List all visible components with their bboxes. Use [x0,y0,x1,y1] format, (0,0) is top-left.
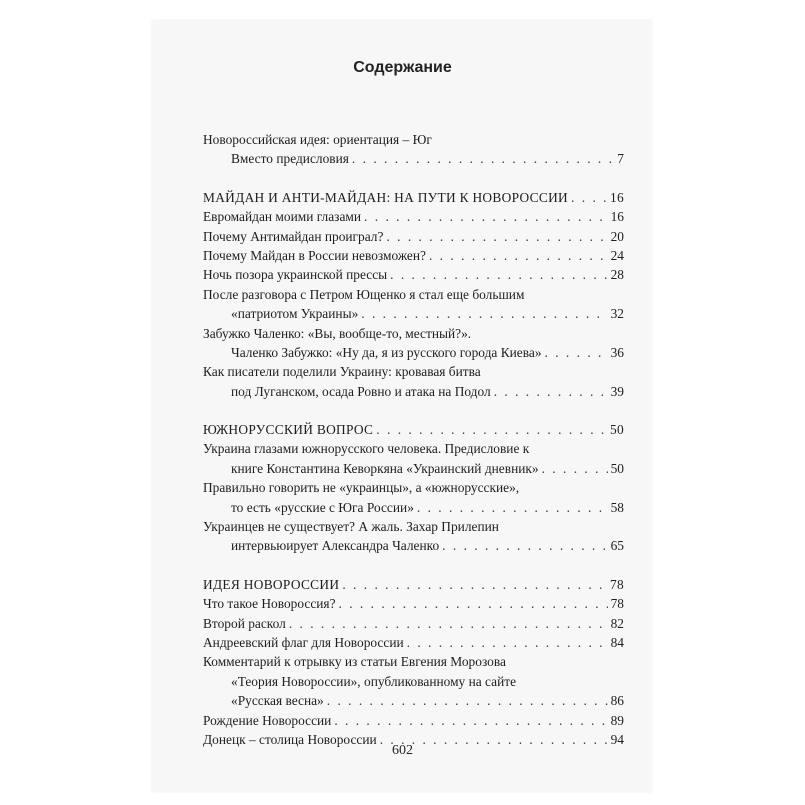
toc-line [203,536,624,555]
toc-entry-text: Правильно говорить не «украинцы», а «южнорусские», [203,480,520,496]
toc-section-heading [203,575,624,594]
toc-entry-text: «Русская весна» [231,693,324,709]
toc-entry-text: Забужко Чаленко: «Вы, вообще-то, местный?». [203,325,472,341]
toc-entry-text: Вместо предисловия [231,151,349,167]
section-heading-text: ИДЕЯ НОВОРОССИИ [203,576,340,592]
toc-entry-text: Украинцев не существует? А жаль. Захар Прилепин [203,519,499,535]
toc-line [203,304,624,323]
toc-section-heading [203,188,624,207]
toc-page-number: 94 [610,731,624,747]
toc-page-number: 78 [610,596,624,612]
toc-entry-text: «Теория Новороссии», опубликованному на сайте [231,673,517,689]
toc-entry-text: Евромайдан моими глазами [203,209,362,225]
toc-line [203,672,624,691]
dot-leader [376,420,607,439]
toc-line [203,265,624,284]
toc-page-number: 82 [610,615,624,631]
dot-leader [289,614,608,633]
toc-line [203,691,624,710]
toc-section-heading [203,420,624,439]
toc-page-number: 50 [610,422,624,438]
toc-line [203,594,624,613]
dot-leader [542,459,608,478]
toc-entry-text: Новороссийская идея: ориентация – Юг [203,132,432,147]
toc-line [203,324,624,343]
toc-line [203,614,624,633]
toc-entry-text: «патриотом Украины» [231,306,359,322]
toc-entry-text: Андреевский флаг для Новороссии [203,634,404,650]
section-heading-text: ЮЖНОРУССКИЙ ВОПРОС [203,422,374,438]
toc-entry-text: книге Константина Кеворкяна «Украинский дневник» [231,460,539,476]
toc-entry-text: Комментарий к отрывку из статьи Евгения Морозова [203,654,506,670]
dot-leader [417,498,608,517]
dot-leader [342,575,607,594]
toc-entry-text: Донецк – столица Новороссии [203,731,377,747]
toc-entry-text: Ночь позора украинской прессы [203,267,388,283]
toc-entry-text: Украина глазами южнорусского человека. Предисловие к [203,441,530,457]
toc-line [203,246,624,265]
toc-entry-text: Как писатели поделили Украину: кровавая битва [203,364,481,380]
toc-line [203,633,624,652]
toc-page-number: 28 [610,267,624,283]
toc-line [203,343,624,362]
toc-line [203,439,624,458]
dot-leader [442,536,607,555]
toc-page-number: 39 [610,383,624,399]
toc-line [203,207,624,226]
toc-page-number: 78 [610,576,624,592]
dot-leader [545,343,608,362]
toc-entry-text: Почему Антимайдан проиграл? [203,228,384,244]
dot-leader [364,207,608,226]
toc-line [203,711,624,730]
section-heading-text: МАЙДАН И АНТИ-МАЙДАН: НА ПУТИ К НОВОРОССИИ [203,189,569,205]
toc-line [203,382,624,401]
toc-page-number: 24 [610,247,624,263]
toc-line [203,149,624,168]
dot-leader [390,265,607,284]
page-title: Содержание [353,59,452,76]
toc-line [203,478,624,497]
dot-leader [407,633,608,652]
toc-entry-text: Почему Майдан в России невозможен? [203,247,426,263]
toc-line [203,285,624,304]
toc-entry-text: Рождение Новороссии [203,712,332,728]
dot-leader [361,304,607,323]
dot-leader [386,227,607,246]
toc-line [203,498,624,517]
toc-entry-text: Что такое Новороссия? [203,596,336,612]
dot-leader [352,149,614,168]
toc-page-number: 58 [610,499,624,515]
toc-page-number: 20 [610,228,624,244]
toc-page-number: 84 [610,634,624,650]
page-number: 602 [392,743,413,758]
toc-line [203,130,624,149]
toc-page-number: 89 [610,712,624,728]
toc-line [203,517,624,536]
toc-entry-text: то есть «русские с Юга России» [231,499,414,515]
toc-page-number: 50 [610,460,624,476]
toc-entry-text: Чаленко Забужко: «Ну да, я из русского города Киева» [231,344,542,360]
toc-page-number: 7 [617,151,624,167]
dot-leader [339,594,608,613]
toc-page-number: 86 [610,693,624,709]
toc-entry-text: под Луганском, осада Ровно и атака на Подол [231,383,491,399]
dot-leader [429,246,608,265]
toc-entry-text: После разговора с Петром Ющенко я стал еще большим [203,286,525,302]
dot-leader [571,188,607,207]
toc-page-number: 65 [610,538,624,554]
toc-entry-text: Второй раскол [203,615,286,631]
toc-line [203,362,624,381]
toc-page-number: 32 [610,306,624,322]
dot-leader [494,382,608,401]
dot-leader [334,711,607,730]
toc-page-number: 16 [610,209,624,225]
dot-leader [327,691,608,710]
toc-page-number: 36 [610,344,624,360]
table-of-contents [203,130,624,749]
toc-line [203,459,624,478]
toc-entry-text: интервьюирует Александра Чаленко [231,538,440,554]
toc-line [203,227,624,246]
toc-line [203,652,624,671]
toc-page-number: 16 [610,189,624,205]
